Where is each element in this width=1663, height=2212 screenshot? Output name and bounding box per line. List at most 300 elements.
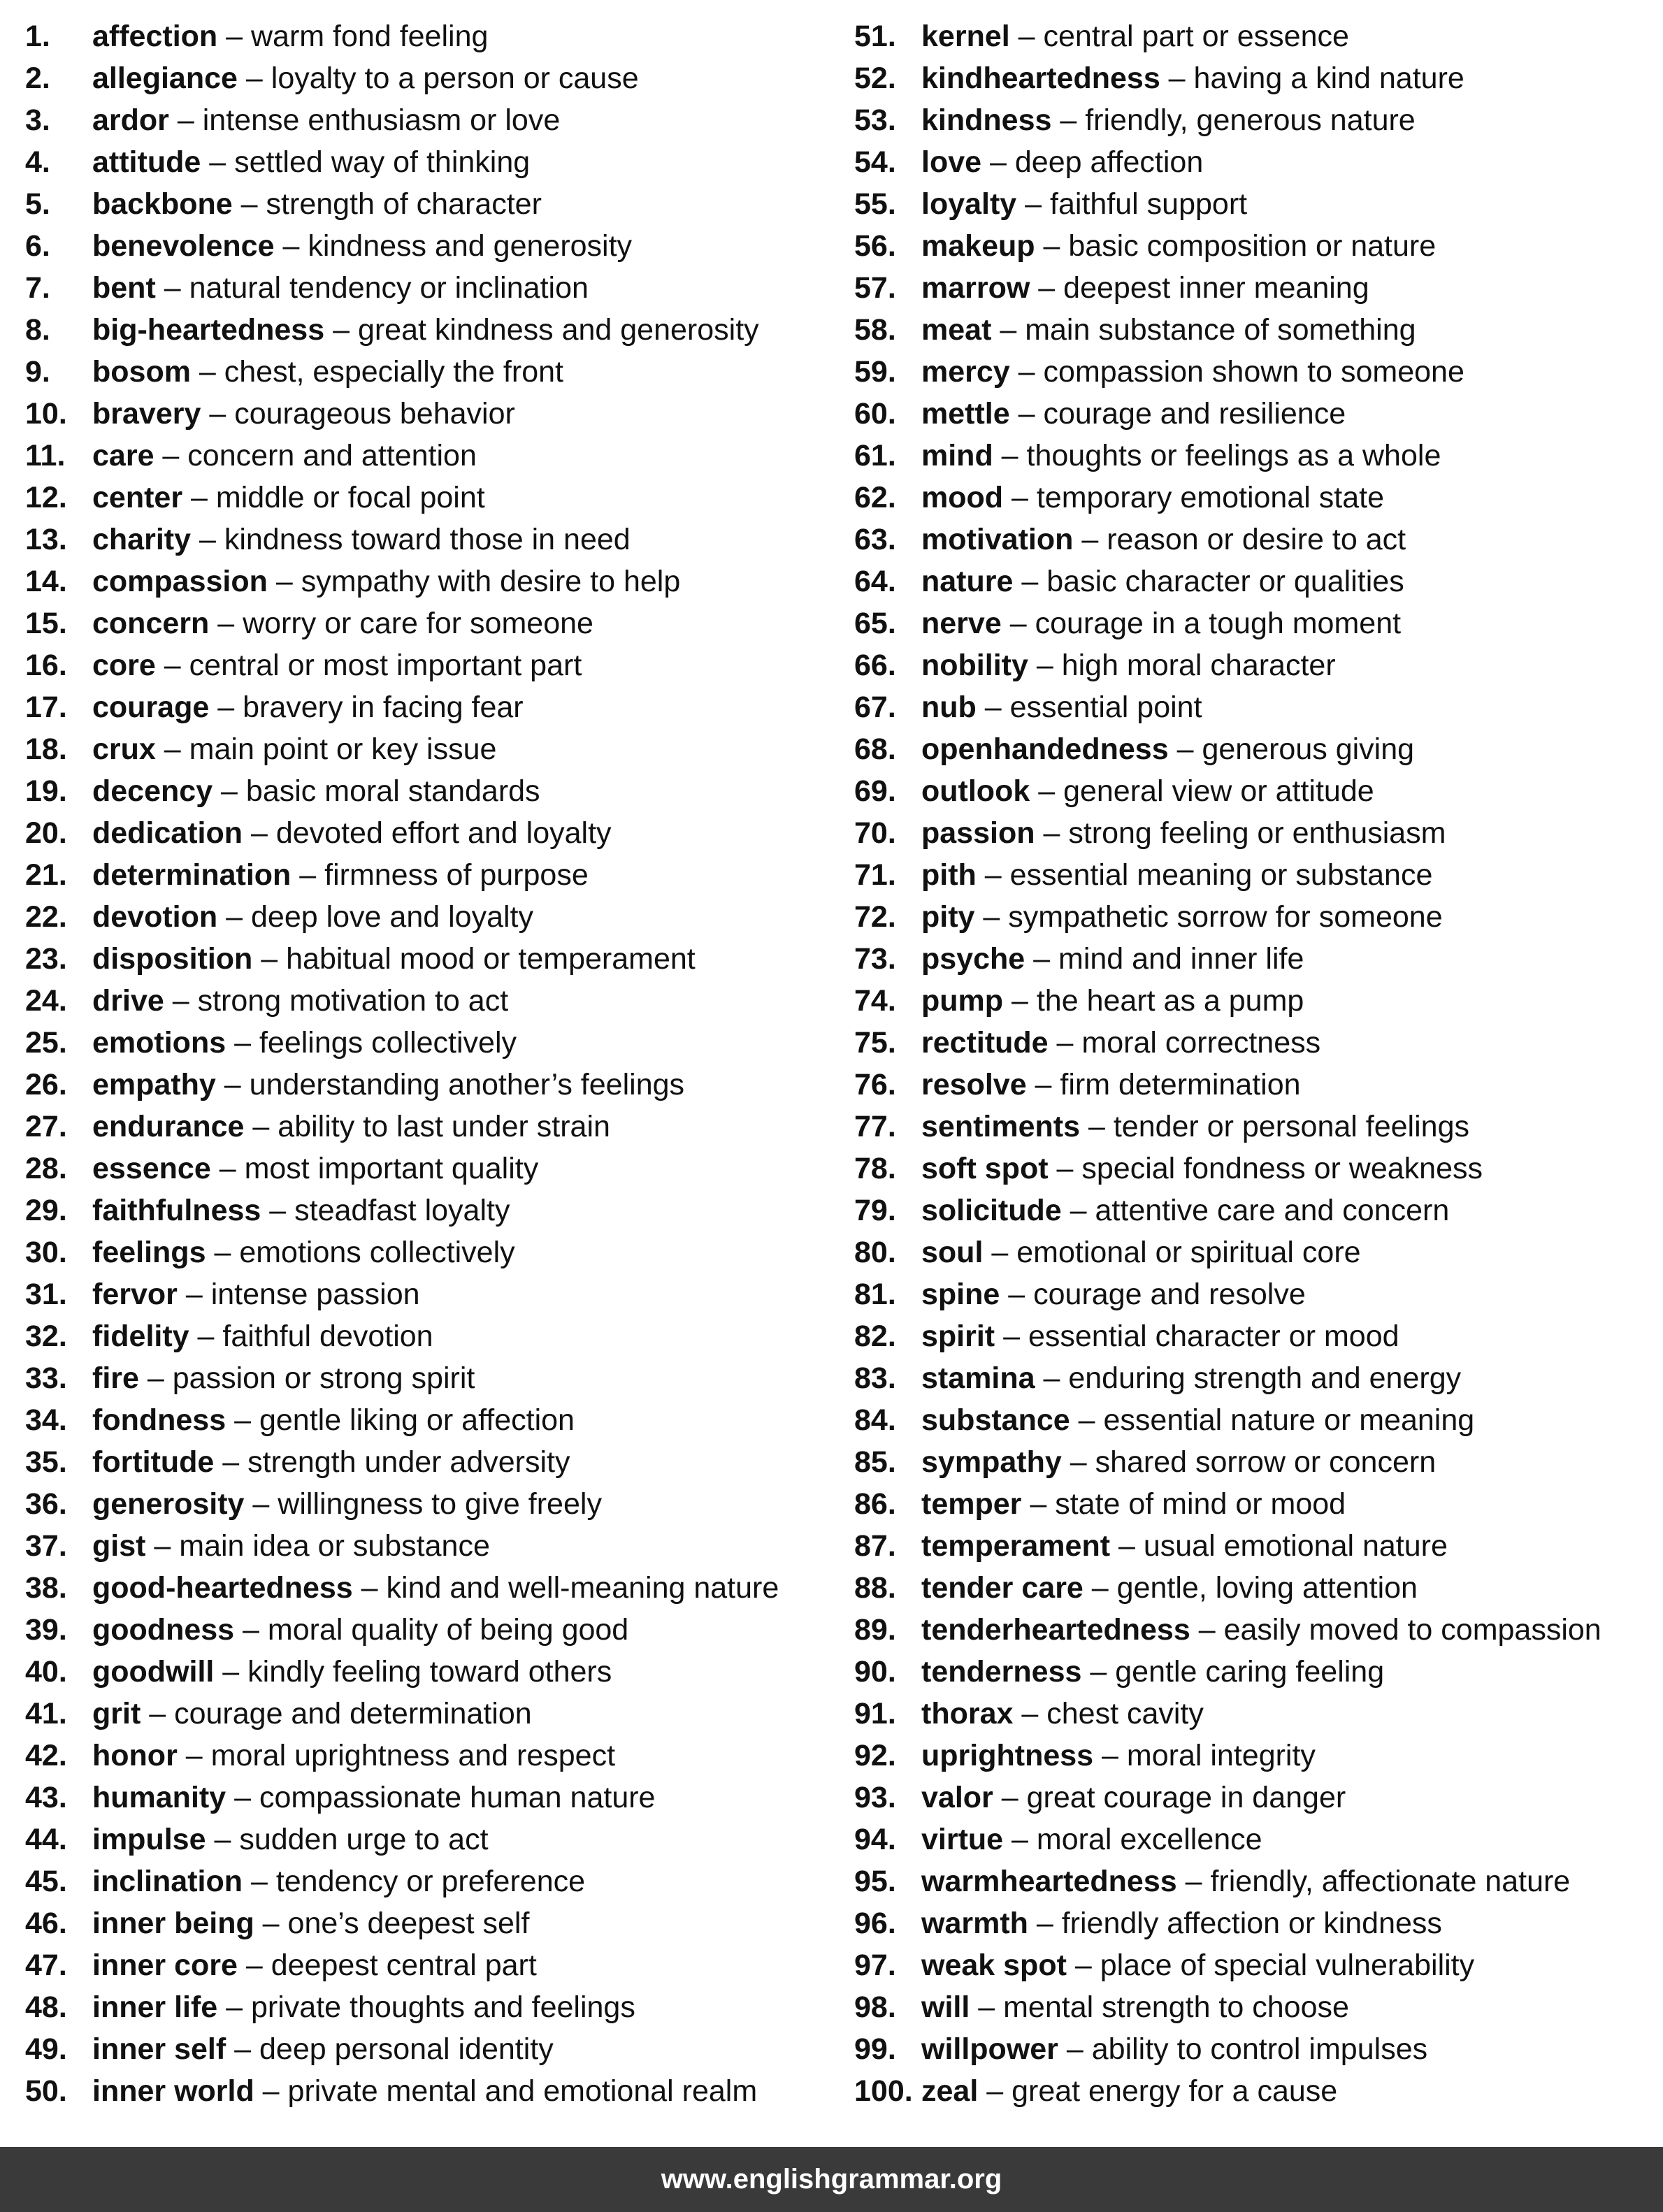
entry-number: 52. bbox=[854, 62, 896, 95]
entry-definition: deepest central part bbox=[271, 1949, 537, 1982]
entry-number: 94. bbox=[854, 1823, 896, 1856]
entry-definition: courage and determination bbox=[174, 1697, 532, 1730]
entry-definition: central part or essence bbox=[1043, 20, 1349, 53]
entry-definition: kindness and generosity bbox=[308, 229, 633, 263]
list-item: 68. openhandedness – generous giving bbox=[854, 728, 1658, 770]
entry-number: 92. bbox=[854, 1739, 896, 1772]
entry-number: 4. bbox=[25, 145, 50, 179]
entry-definition: intense passion bbox=[210, 1278, 420, 1311]
entry-number: 18. bbox=[25, 732, 67, 766]
list-item: 51. kernel – central part or essence bbox=[854, 15, 1658, 57]
entry-number: 85. bbox=[854, 1445, 896, 1479]
entry-number: 26. bbox=[25, 1068, 67, 1101]
entry-word: love bbox=[921, 145, 982, 179]
word-list-left-column bbox=[25, 15, 843, 2112]
entry-number: 86. bbox=[854, 1487, 896, 1521]
list-item: 82. spirit – essential character or mood bbox=[854, 1315, 1658, 1357]
entry-number: 97. bbox=[854, 1949, 896, 1982]
entry-number: 19. bbox=[25, 774, 67, 808]
entry-number: 54. bbox=[854, 145, 896, 179]
list-item: 94. virtue – moral excellence bbox=[854, 1819, 1658, 1860]
entry-word: center bbox=[92, 481, 183, 514]
entry-number: 59. bbox=[854, 355, 896, 389]
entry-definition: compassion shown to someone bbox=[1043, 355, 1464, 389]
entry-word: kindness bbox=[921, 103, 1052, 137]
entry-number: 17. bbox=[25, 691, 67, 724]
entry-definition: strength of character bbox=[266, 187, 542, 221]
entry-number: 99. bbox=[854, 2032, 896, 2066]
list-item: 27. endurance – ability to last under strain bbox=[25, 1106, 843, 1148]
entry-word: fidelity bbox=[92, 1320, 189, 1353]
footer-url: www.englishgrammar.org bbox=[661, 2164, 1002, 2195]
list-item: 60. mettle – courage and resilience bbox=[854, 393, 1658, 435]
list-item: 67. nub – essential point bbox=[854, 686, 1658, 728]
entry-number: 6. bbox=[25, 229, 50, 263]
entry-definition: courage and resilience bbox=[1043, 397, 1346, 431]
list-item: 43. humanity – compassionate human nature bbox=[25, 1777, 843, 1819]
entry-definition: moral uprightness and respect bbox=[210, 1739, 616, 1772]
entry-definition: compassionate human nature bbox=[259, 1781, 656, 1814]
entry-word: motivation bbox=[921, 523, 1074, 556]
entry-word: good-heartedness bbox=[92, 1571, 353, 1605]
entry-word: tender care bbox=[921, 1571, 1084, 1605]
list-item: 80. soul – emotional or spiritual core bbox=[854, 1231, 1658, 1273]
list-item: 7. bent – natural tendency or inclination bbox=[25, 267, 843, 309]
entry-number: 98. bbox=[854, 1990, 896, 2024]
list-item: 93. valor – great courage in danger bbox=[854, 1777, 1658, 1819]
list-item: 55. loyalty – faithful support bbox=[854, 183, 1658, 225]
entry-definition: kindness toward those in need bbox=[224, 523, 631, 556]
entry-number: 25. bbox=[25, 1026, 67, 1060]
entry-definition: understanding another’s feelings bbox=[249, 1068, 685, 1101]
entry-number: 9. bbox=[25, 355, 50, 389]
entry-number: 62. bbox=[854, 481, 896, 514]
entry-definition: most important quality bbox=[244, 1152, 539, 1185]
entry-word: zeal bbox=[921, 2074, 979, 2108]
entry-word: nobility bbox=[921, 649, 1028, 682]
entry-word: mood bbox=[921, 481, 1004, 514]
list-item: 41. grit – courage and determination bbox=[25, 1693, 843, 1735]
entry-definition: mind and inner life bbox=[1058, 942, 1304, 976]
entry-word: mettle bbox=[921, 397, 1010, 431]
list-item: 77. sentiments – tender or personal feelings bbox=[854, 1106, 1658, 1148]
entry-number: 1. bbox=[25, 20, 50, 53]
entry-definition: gentle caring feeling bbox=[1115, 1655, 1385, 1689]
entry-word: endurance bbox=[92, 1110, 245, 1143]
entry-definition: thoughts or feelings as a whole bbox=[1026, 439, 1441, 472]
entry-number: 27. bbox=[25, 1110, 67, 1143]
entry-definition: emotional or spiritual core bbox=[1016, 1236, 1361, 1269]
entry-definition: central or most important part bbox=[189, 649, 582, 682]
entry-definition: kind and well-meaning nature bbox=[386, 1571, 779, 1605]
list-item: 2. allegiance – loyalty to a person or cause bbox=[25, 57, 843, 99]
entry-word: inner life bbox=[92, 1990, 218, 2024]
entry-number: 3. bbox=[25, 103, 50, 137]
entry-word: faithfulness bbox=[92, 1194, 261, 1227]
entry-word: warmth bbox=[921, 1907, 1028, 1940]
entry-word: ardor bbox=[92, 103, 169, 137]
entry-definition: moral quality of being good bbox=[267, 1613, 629, 1647]
list-item: 98. will – mental strength to choose bbox=[854, 1986, 1658, 2028]
entry-word: grit bbox=[92, 1697, 141, 1730]
list-item: 78. soft spot – special fondness or weakness bbox=[854, 1148, 1658, 1190]
list-item: 30. feelings – emotions collectively bbox=[25, 1231, 843, 1273]
entry-definition: ability to last under strain bbox=[278, 1110, 610, 1143]
entry-number: 46. bbox=[25, 1907, 67, 1940]
entry-word: care bbox=[92, 439, 154, 472]
entry-number: 47. bbox=[25, 1949, 67, 1982]
footer-bar bbox=[0, 2147, 1663, 2212]
entry-word: tenderness bbox=[921, 1655, 1082, 1689]
entry-definition: private mental and emotional realm bbox=[287, 2074, 758, 2108]
entry-word: thorax bbox=[921, 1697, 1014, 1730]
entry-word: essence bbox=[92, 1152, 211, 1185]
entry-word: spine bbox=[921, 1278, 1000, 1311]
list-item: 1. affection – warm fond feeling bbox=[25, 15, 843, 57]
entry-word: fervor bbox=[92, 1278, 178, 1311]
list-item: 37. gist – main idea or substance bbox=[25, 1525, 843, 1567]
entry-word: feelings bbox=[92, 1236, 206, 1269]
entry-definition: great kindness and generosity bbox=[357, 313, 759, 347]
entry-number: 13. bbox=[25, 523, 67, 556]
entry-number: 88. bbox=[854, 1571, 896, 1605]
entry-number: 66. bbox=[854, 649, 896, 682]
list-item: 29. faithfulness – steadfast loyalty bbox=[25, 1190, 843, 1231]
list-item: 96. warmth – friendly affection or kindness bbox=[854, 1902, 1658, 1944]
entry-word: soft spot bbox=[921, 1152, 1049, 1185]
entry-number: 78. bbox=[854, 1152, 896, 1185]
entry-word: weak spot bbox=[921, 1949, 1067, 1982]
entry-definition: bravery in facing fear bbox=[243, 691, 524, 724]
entry-number: 83. bbox=[854, 1361, 896, 1395]
entry-number: 63. bbox=[854, 523, 896, 556]
entry-definition: strength under adversity bbox=[247, 1445, 570, 1479]
entry-number: 76. bbox=[854, 1068, 896, 1101]
entry-definition: deep love and loyalty bbox=[250, 900, 533, 934]
entry-word: concern bbox=[92, 607, 210, 640]
entry-definition: sudden urge to act bbox=[239, 1823, 489, 1856]
list-item: 10. bravery – courageous behavior bbox=[25, 393, 843, 435]
entry-definition: main substance of something bbox=[1025, 313, 1416, 347]
entry-definition: place of special vulnerability bbox=[1100, 1949, 1475, 1982]
entry-definition: deep affection bbox=[1014, 145, 1204, 179]
entry-word: psyche bbox=[921, 942, 1025, 976]
entry-number: 12. bbox=[25, 481, 67, 514]
list-item: 33. fire – passion or strong spirit bbox=[25, 1357, 843, 1399]
entry-definition: devoted effort and loyalty bbox=[275, 816, 612, 850]
entry-number: 15. bbox=[25, 607, 67, 640]
entry-definition: friendly, affectionate nature bbox=[1210, 1865, 1571, 1898]
entry-number: 60. bbox=[854, 397, 896, 431]
entry-definition: middle or focal point bbox=[215, 481, 485, 514]
entry-word: big-heartedness bbox=[92, 313, 325, 347]
list-item: 75. rectitude – moral correctness bbox=[854, 1022, 1658, 1064]
entry-number: 96. bbox=[854, 1907, 896, 1940]
entry-number: 100. bbox=[854, 2074, 913, 2108]
list-item: 71. pith – essential meaning or substance bbox=[854, 854, 1658, 896]
entry-word: humanity bbox=[92, 1781, 226, 1814]
list-item: 50. inner world – private mental and emotional realm bbox=[25, 2070, 843, 2112]
entry-word: crux bbox=[92, 732, 156, 766]
entry-number: 28. bbox=[25, 1152, 67, 1185]
entry-word: disposition bbox=[92, 942, 253, 976]
word-list-right-column bbox=[854, 15, 1658, 2112]
entry-definition: essential meaning or substance bbox=[1009, 858, 1433, 892]
list-item: 65. nerve – courage in a tough moment bbox=[854, 602, 1658, 644]
entry-number: 34. bbox=[25, 1403, 67, 1437]
list-item: 53. kindness – friendly, generous nature bbox=[854, 99, 1658, 141]
entry-number: 2. bbox=[25, 62, 50, 95]
entry-number: 53. bbox=[854, 103, 896, 137]
entry-number: 24. bbox=[25, 984, 67, 1018]
entry-number: 42. bbox=[25, 1739, 67, 1772]
entry-number: 64. bbox=[854, 565, 896, 598]
list-item: 57. marrow – deepest inner meaning bbox=[854, 267, 1658, 309]
entry-number: 67. bbox=[854, 691, 896, 724]
entry-word: generosity bbox=[92, 1487, 245, 1521]
list-item: 39. goodness – moral quality of being good bbox=[25, 1609, 843, 1651]
list-item: 91. thorax – chest cavity bbox=[854, 1693, 1658, 1735]
entry-number: 21. bbox=[25, 858, 67, 892]
entry-definition: courageous behavior bbox=[234, 397, 515, 431]
entry-definition: strong motivation to act bbox=[197, 984, 509, 1018]
list-item: 92. uprightness – moral integrity bbox=[854, 1735, 1658, 1777]
list-item: 38. good-heartedness – kind and well-meaning nature bbox=[25, 1567, 843, 1609]
list-item: 87. temperament – usual emotional nature bbox=[854, 1525, 1658, 1567]
list-item: 17. courage – bravery in facing fear bbox=[25, 686, 843, 728]
entry-word: makeup bbox=[921, 229, 1035, 263]
entry-number: 29. bbox=[25, 1194, 67, 1227]
list-item: 18. crux – main point or key issue bbox=[25, 728, 843, 770]
entry-definition: feelings collectively bbox=[259, 1026, 517, 1060]
list-item: 66. nobility – high moral character bbox=[854, 644, 1658, 686]
entry-word: drive bbox=[92, 984, 164, 1018]
entry-definition: ability to control impulses bbox=[1091, 2032, 1428, 2066]
entry-number: 36. bbox=[25, 1487, 67, 1521]
entry-number: 38. bbox=[25, 1571, 67, 1605]
entry-word: loyalty bbox=[921, 187, 1017, 221]
list-item: 8. big-heartedness – great kindness and generosity bbox=[25, 309, 843, 351]
entry-number: 31. bbox=[25, 1278, 67, 1311]
list-item: 69. outlook – general view or attitude bbox=[854, 770, 1658, 812]
entry-number: 43. bbox=[25, 1781, 67, 1814]
entry-word: pity bbox=[921, 900, 975, 934]
entry-definition: basic character or qualities bbox=[1046, 565, 1404, 598]
entry-definition: kindly feeling toward others bbox=[247, 1655, 612, 1689]
entry-definition: steadfast loyalty bbox=[294, 1194, 510, 1227]
entry-definition: loyalty to a person or cause bbox=[271, 62, 639, 95]
entry-word: compassion bbox=[92, 565, 268, 598]
entry-number: 14. bbox=[25, 565, 67, 598]
entry-word: substance bbox=[921, 1403, 1070, 1437]
list-item: 15. concern – worry or care for someone bbox=[25, 602, 843, 644]
entry-number: 74. bbox=[854, 984, 896, 1018]
entry-definition: essential point bbox=[1009, 691, 1202, 724]
list-item: 32. fidelity – faithful devotion bbox=[25, 1315, 843, 1357]
list-item: 11. care – concern and attention bbox=[25, 435, 843, 477]
entry-number: 73. bbox=[854, 942, 896, 976]
entry-definition: habitual mood or temperament bbox=[286, 942, 696, 976]
entry-word: sympathy bbox=[921, 1445, 1062, 1479]
entry-word: dedication bbox=[92, 816, 243, 850]
entry-word: inner self bbox=[92, 2032, 226, 2066]
entry-definition: enduring strength and energy bbox=[1068, 1361, 1462, 1395]
entry-number: 33. bbox=[25, 1361, 67, 1395]
entry-definition: general view or attitude bbox=[1063, 774, 1374, 808]
entry-word: bent bbox=[92, 271, 156, 305]
entry-definition: faithful support bbox=[1050, 187, 1248, 221]
entry-word: solicitude bbox=[921, 1194, 1062, 1227]
entry-definition: attentive care and concern bbox=[1095, 1194, 1450, 1227]
entry-definition: moral correctness bbox=[1081, 1026, 1321, 1060]
list-item: 81. spine – courage and resolve bbox=[854, 1273, 1658, 1315]
entry-definition: chest, especially the front bbox=[224, 355, 563, 389]
entry-definition: faithful devotion bbox=[222, 1320, 433, 1353]
entry-number: 55. bbox=[854, 187, 896, 221]
list-item: 25. emotions – feelings collectively bbox=[25, 1022, 843, 1064]
list-item: 19. decency – basic moral standards bbox=[25, 770, 843, 812]
entry-word: allegiance bbox=[92, 62, 238, 95]
list-item: 89. tenderheartedness – easily moved to compassion bbox=[854, 1609, 1658, 1651]
entry-word: mind bbox=[921, 439, 993, 472]
list-item: 58. meat – main substance of something bbox=[854, 309, 1658, 351]
entry-definition: reason or desire to act bbox=[1107, 523, 1406, 556]
entry-word: decency bbox=[92, 774, 213, 808]
entry-word: impulse bbox=[92, 1823, 206, 1856]
entry-definition: courage and resolve bbox=[1033, 1278, 1306, 1311]
list-item: 36. generosity – willingness to give freely bbox=[25, 1483, 843, 1525]
entry-definition: gentle, loving attention bbox=[1116, 1571, 1418, 1605]
entry-number: 48. bbox=[25, 1990, 67, 2024]
list-item: 44. impulse – sudden urge to act bbox=[25, 1819, 843, 1860]
list-item: 45. inclination – tendency or preference bbox=[25, 1860, 843, 1902]
list-item: 79. solicitude – attentive care and concern bbox=[854, 1190, 1658, 1231]
entry-word: kindheartedness bbox=[921, 62, 1160, 95]
entry-number: 51. bbox=[854, 20, 896, 53]
entry-definition: gentle liking or affection bbox=[259, 1403, 575, 1437]
list-item: 90. tenderness – gentle caring feeling bbox=[854, 1651, 1658, 1693]
entry-word: charity bbox=[92, 523, 192, 556]
entry-word: temperament bbox=[921, 1529, 1111, 1563]
entry-number: 16. bbox=[25, 649, 67, 682]
list-item: 59. mercy – compassion shown to someone bbox=[854, 351, 1658, 393]
list-item: 12. center – middle or focal point bbox=[25, 477, 843, 519]
entry-word: outlook bbox=[921, 774, 1030, 808]
entry-word: pith bbox=[921, 858, 977, 892]
list-item: 64. nature – basic character or qualities bbox=[854, 561, 1658, 602]
entry-word: gist bbox=[92, 1529, 146, 1563]
entry-number: 68. bbox=[854, 732, 896, 766]
entry-word: valor bbox=[921, 1781, 993, 1814]
entry-word: fondness bbox=[92, 1403, 226, 1437]
entry-word: affection bbox=[92, 20, 218, 53]
entry-number: 41. bbox=[25, 1697, 67, 1730]
list-item: 23. disposition – habitual mood or temperament bbox=[25, 938, 843, 980]
entry-definition: willingness to give freely bbox=[278, 1487, 602, 1521]
entry-number: 32. bbox=[25, 1320, 67, 1353]
entry-word: openhandedness bbox=[921, 732, 1169, 766]
entry-definition: warm fond feeling bbox=[251, 20, 489, 53]
entry-definition: temporary emotional state bbox=[1036, 481, 1384, 514]
entry-word: willpower bbox=[921, 2032, 1058, 2066]
entry-number: 58. bbox=[854, 313, 896, 347]
entry-number: 69. bbox=[854, 774, 896, 808]
entry-word: bosom bbox=[92, 355, 191, 389]
entry-number: 39. bbox=[25, 1613, 67, 1647]
entry-definition: emotions collectively bbox=[239, 1236, 515, 1269]
entry-word: passion bbox=[921, 816, 1035, 850]
entry-definition: moral integrity bbox=[1126, 1739, 1316, 1772]
list-item: 74. pump – the heart as a pump bbox=[854, 980, 1658, 1022]
list-item: 14. compassion – sympathy with desire to help bbox=[25, 561, 843, 602]
entry-number: 5. bbox=[25, 187, 50, 221]
entry-number: 11. bbox=[25, 439, 66, 472]
list-item: 42. honor – moral uprightness and respect bbox=[25, 1735, 843, 1777]
entry-number: 56. bbox=[854, 229, 896, 263]
list-item: 88. tender care – gentle, loving attention bbox=[854, 1567, 1658, 1609]
entry-word: tenderheartedness bbox=[921, 1613, 1190, 1647]
entry-number: 71. bbox=[854, 858, 896, 892]
list-item: 40. goodwill – kindly feeling toward others bbox=[25, 1651, 843, 1693]
list-item: 34. fondness – gentle liking or affection bbox=[25, 1399, 843, 1441]
entry-word: goodness bbox=[92, 1613, 235, 1647]
entry-definition: great courage in danger bbox=[1026, 1781, 1346, 1814]
entry-definition: having a kind nature bbox=[1193, 62, 1464, 95]
entry-word: virtue bbox=[921, 1823, 1004, 1856]
list-item: 13. charity – kindness toward those in need bbox=[25, 519, 843, 561]
entry-number: 45. bbox=[25, 1865, 67, 1898]
list-item: 21. determination – firmness of purpose bbox=[25, 854, 843, 896]
list-item: 97. weak spot – place of special vulnerability bbox=[854, 1944, 1658, 1986]
list-item: 95. warmheartedness – friendly, affectionate nature bbox=[854, 1860, 1658, 1902]
entry-word: attitude bbox=[92, 145, 201, 179]
entry-word: inner being bbox=[92, 1907, 254, 1940]
list-item: 49. inner self – deep personal identity bbox=[25, 2028, 843, 2070]
entry-number: 87. bbox=[854, 1529, 896, 1563]
entry-definition: mental strength to choose bbox=[1003, 1990, 1349, 2024]
entry-number: 61. bbox=[854, 439, 896, 472]
entry-number: 23. bbox=[25, 942, 67, 976]
entry-number: 81. bbox=[854, 1278, 896, 1311]
list-item: 16. core – central or most important part bbox=[25, 644, 843, 686]
entry-number: 70. bbox=[854, 816, 896, 850]
list-item: 5. backbone – strength of character bbox=[25, 183, 843, 225]
list-item: 83. stamina – enduring strength and energy bbox=[854, 1357, 1658, 1399]
list-item: 56. makeup – basic composition or nature bbox=[854, 225, 1658, 267]
entry-word: bravery bbox=[92, 397, 201, 431]
entry-definition: sympathy with desire to help bbox=[301, 565, 681, 598]
entry-word: inner world bbox=[92, 2074, 254, 2108]
entry-word: inner core bbox=[92, 1949, 238, 1982]
entry-number: 75. bbox=[854, 1026, 896, 1060]
entry-word: fortitude bbox=[92, 1445, 215, 1479]
entry-definition: the heart as a pump bbox=[1036, 984, 1304, 1018]
list-item: 85. sympathy – shared sorrow or concern bbox=[854, 1441, 1658, 1483]
entry-number: 44. bbox=[25, 1823, 67, 1856]
list-item: 52. kindheartedness – having a kind nature bbox=[854, 57, 1658, 99]
entry-definition: basic composition or nature bbox=[1068, 229, 1437, 263]
entry-word: nature bbox=[921, 565, 1014, 598]
list-item: 28. essence – most important quality bbox=[25, 1148, 843, 1190]
entry-number: 95. bbox=[854, 1865, 896, 1898]
entry-number: 40. bbox=[25, 1655, 67, 1689]
entry-number: 7. bbox=[25, 271, 50, 305]
entry-definition: natural tendency or inclination bbox=[189, 271, 589, 305]
list-item: 73. psyche – mind and inner life bbox=[854, 938, 1658, 980]
entry-number: 65. bbox=[854, 607, 896, 640]
entry-definition: friendly affection or kindness bbox=[1061, 1907, 1442, 1940]
entry-word: nerve bbox=[921, 607, 1002, 640]
